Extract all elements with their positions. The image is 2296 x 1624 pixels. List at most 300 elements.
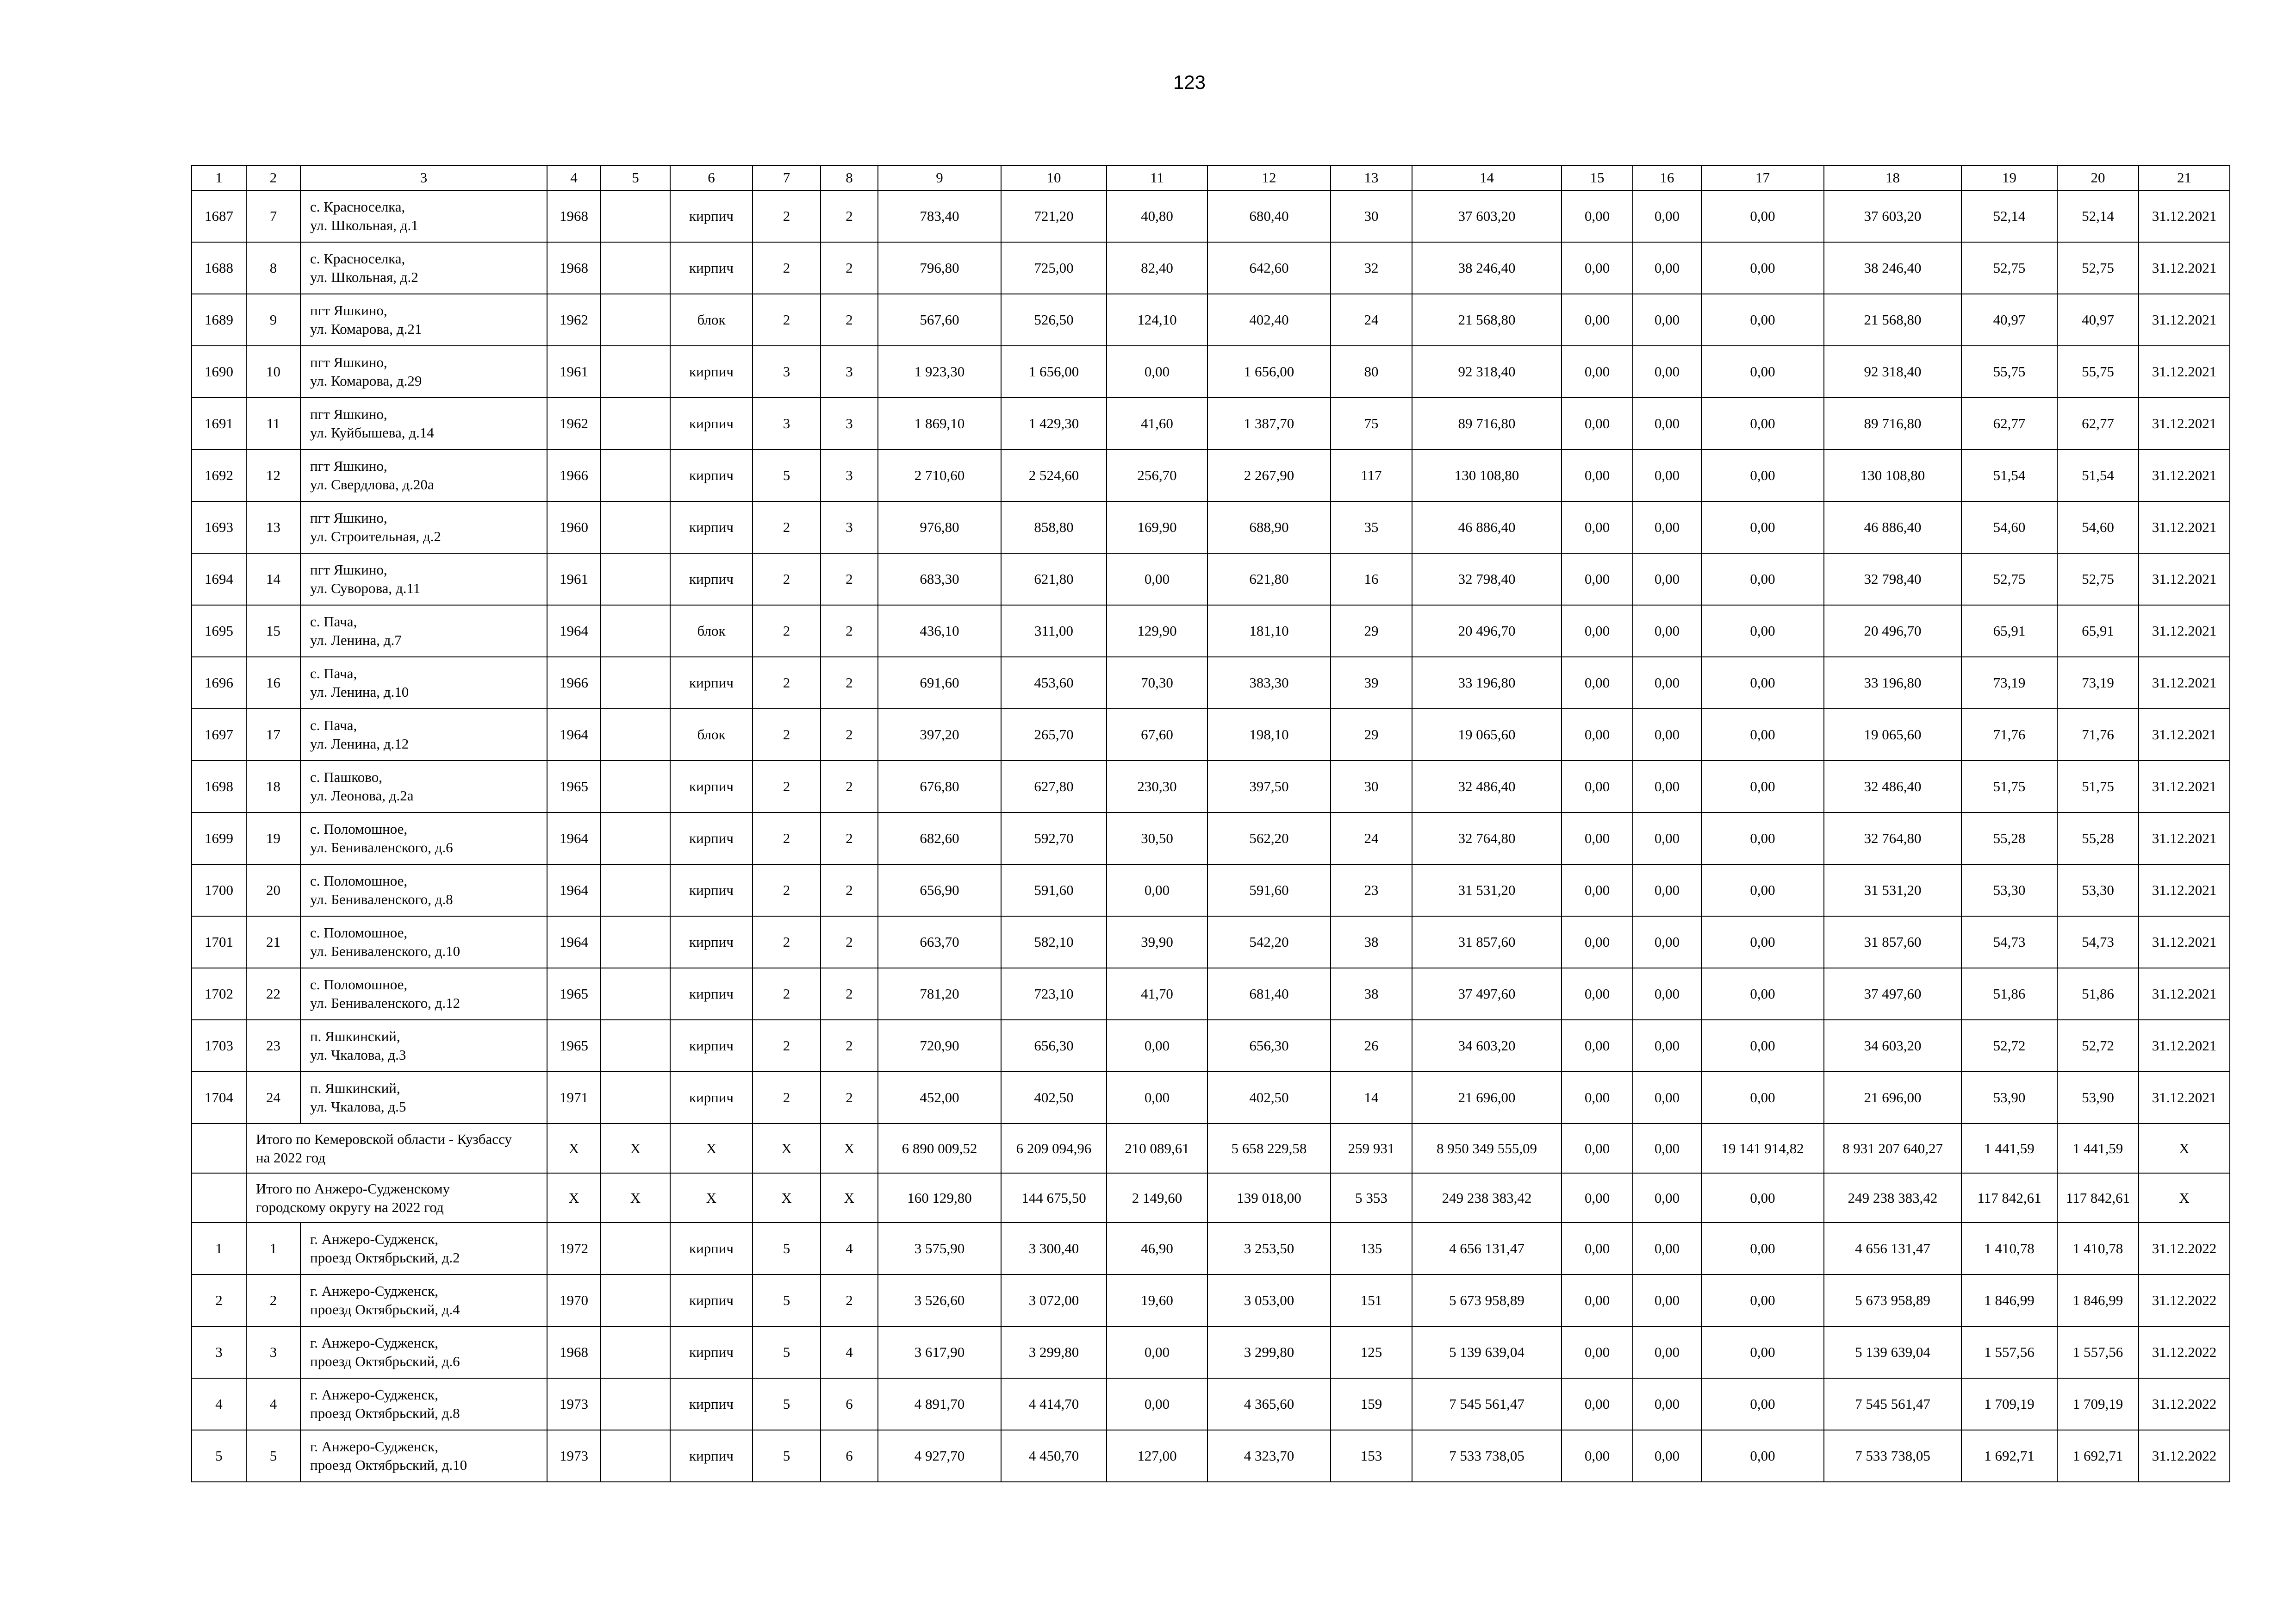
table-cell: 1 410,78 (2057, 1223, 2139, 1274)
table-row (192, 294, 2230, 346)
table-cell: 976,80 (878, 501, 1001, 553)
address-cell (300, 761, 547, 812)
address-line: с. Пашково, (310, 769, 382, 785)
table-cell: 0,00 (1107, 553, 1207, 605)
total-value-cell: X (821, 1124, 878, 1173)
table-cell: кирпич (670, 1072, 753, 1124)
table-cell: 1 846,99 (2057, 1274, 2139, 1326)
table-cell: 1699 (192, 812, 246, 864)
total-value-cell: X (547, 1173, 601, 1223)
table-cell: 30 (1331, 761, 1412, 812)
table-cell: 5 (192, 1430, 246, 1482)
table-cell: кирпич (670, 1020, 753, 1072)
address-line: проезд Октябрьский, д.6 (310, 1353, 460, 1369)
table-cell: 3 (821, 501, 878, 553)
column-number-cell: 21 (2139, 165, 2230, 190)
table-cell: 54,73 (2057, 916, 2139, 968)
table-cell: 5 (753, 450, 821, 501)
address-cell (300, 1020, 547, 1072)
table-cell: 2 (192, 1274, 246, 1326)
table-cell: 682,60 (878, 812, 1001, 864)
table-row (192, 1326, 2230, 1378)
table-cell: 1971 (547, 1072, 601, 1124)
table-cell: 621,80 (1001, 553, 1107, 605)
address-line: с. Пача, (310, 717, 357, 733)
address-cell (300, 812, 547, 864)
total-label-line: на 2022 год (256, 1149, 326, 1166)
table-cell: 397,20 (878, 709, 1001, 761)
table-cell: 0,00 (1562, 346, 1633, 398)
table-cell: 51,75 (1961, 761, 2057, 812)
total-value-cell: 0,00 (1633, 1173, 1701, 1223)
table-cell: 65,91 (2057, 605, 2139, 657)
table-cell: 4 656 131,47 (1824, 1223, 1961, 1274)
table-cell: 7 545 561,47 (1824, 1378, 1961, 1430)
table-cell (601, 1274, 670, 1326)
column-number-cell: 4 (547, 165, 601, 190)
table-cell: 3 072,00 (1001, 1274, 1107, 1326)
table-cell: 19,60 (1107, 1274, 1207, 1326)
table-cell: 1696 (192, 657, 246, 709)
address-line: ул. Строительная, д.2 (310, 528, 441, 544)
table-cell: 3 (753, 346, 821, 398)
table-cell: 0,00 (1562, 709, 1633, 761)
table-cell: 1704 (192, 1072, 246, 1124)
address-line: с. Красноселка, (310, 250, 405, 267)
table-cell: 52,75 (1961, 242, 2057, 294)
address-cell (300, 916, 547, 968)
table-cell: 135 (1331, 1223, 1412, 1274)
table-cell: 0,00 (1701, 450, 1824, 501)
table-cell: 1695 (192, 605, 246, 657)
table-cell: 65,91 (1961, 605, 2057, 657)
table-cell: 70,30 (1107, 657, 1207, 709)
table-cell: 19 (246, 812, 300, 864)
table-cell: 82,40 (1107, 242, 1207, 294)
table-cell: 2 (753, 1072, 821, 1124)
table-cell: кирпич (670, 450, 753, 501)
table-cell: 0,00 (1562, 968, 1633, 1020)
table-cell: 1 709,19 (2057, 1378, 2139, 1430)
total-value-cell: X (2139, 1173, 2230, 1223)
table-cell: 0,00 (1633, 242, 1701, 294)
table-cell: 0,00 (1633, 1430, 1701, 1482)
table-cell: 567,60 (878, 294, 1001, 346)
table-cell: 0,00 (1562, 501, 1633, 553)
table-cell: 723,10 (1001, 968, 1107, 1020)
table-cell: 32 486,40 (1412, 761, 1562, 812)
table-cell: 24 (1331, 294, 1412, 346)
table-cell: 0,00 (1701, 346, 1824, 398)
column-number-cell: 18 (1824, 165, 1961, 190)
table-cell: 3 (821, 346, 878, 398)
table-cell: 2 (753, 605, 821, 657)
table-cell: 4 450,70 (1001, 1430, 1107, 1482)
table-cell: 5 (753, 1274, 821, 1326)
total-row (192, 1124, 2230, 1173)
table-cell: 2 (821, 605, 878, 657)
table-cell: 1 923,30 (878, 346, 1001, 398)
column-number-cell: 5 (601, 165, 670, 190)
address-line: с. Поломошное, (310, 976, 408, 993)
address-line: ул. Комарова, д.29 (310, 373, 422, 389)
table-cell: 31.12.2022 (2139, 1274, 2230, 1326)
table-cell: 32 486,40 (1824, 761, 1961, 812)
table-cell: кирпич (670, 1430, 753, 1482)
column-number-cell: 12 (1207, 165, 1331, 190)
table-cell: 562,20 (1207, 812, 1331, 864)
total-value-cell: X (601, 1124, 670, 1173)
address-line: ул. Суворова, д.11 (310, 580, 421, 596)
address-cell (300, 294, 547, 346)
table-cell: 55,75 (1961, 346, 2057, 398)
total-value-cell: 1 441,59 (1961, 1124, 2057, 1173)
table-cell: 1 (246, 1223, 300, 1274)
table-cell: 0,00 (1633, 657, 1701, 709)
table-cell: 38 (1331, 916, 1412, 968)
table-cell (601, 1072, 670, 1124)
table-cell: 3 053,00 (1207, 1274, 1331, 1326)
table-cell: 1703 (192, 1020, 246, 1072)
table-cell: 0,00 (1701, 968, 1824, 1020)
table-cell: 1691 (192, 398, 246, 450)
table-cell: 31 531,20 (1412, 864, 1562, 916)
table-cell: 1965 (547, 761, 601, 812)
table-cell: 2 (753, 553, 821, 605)
total-value-cell: 2 149,60 (1107, 1173, 1207, 1223)
table-cell: 5 139 639,04 (1412, 1326, 1562, 1378)
table-cell: 0,00 (1701, 916, 1824, 968)
table-cell: 31.12.2022 (2139, 1430, 2230, 1482)
table-cell: 1962 (547, 398, 601, 450)
table-cell: 30,50 (1107, 812, 1207, 864)
table-cell: 0,00 (1562, 1223, 1633, 1274)
table-cell: 230,30 (1107, 761, 1207, 812)
table-cell (601, 916, 670, 968)
table-cell: 2 (753, 761, 821, 812)
address-line: с. Пача, (310, 613, 357, 630)
column-number-cell: 2 (246, 165, 300, 190)
table-cell: 29 (1331, 709, 1412, 761)
table-cell: 54,60 (2057, 501, 2139, 553)
table-cell: 2 (753, 709, 821, 761)
address-cell (300, 346, 547, 398)
table-cell: 75 (1331, 398, 1412, 450)
table-cell: кирпич (670, 190, 753, 242)
table-cell: 32 764,80 (1824, 812, 1961, 864)
total-value-cell: X (2139, 1124, 2230, 1173)
total-value-cell: 210 089,61 (1107, 1124, 1207, 1173)
table-cell: кирпич (670, 1223, 753, 1274)
table-cell: 1968 (547, 1326, 601, 1378)
table-cell: 0,00 (1633, 1223, 1701, 1274)
table-cell (601, 864, 670, 916)
table-cell: 40,97 (1961, 294, 2057, 346)
table-cell: 4 927,70 (878, 1430, 1001, 1482)
table-cell: 783,40 (878, 190, 1001, 242)
table-cell: 52,72 (1961, 1020, 2057, 1072)
table-cell: 1 429,30 (1001, 398, 1107, 450)
table-cell: 642,60 (1207, 242, 1331, 294)
table-cell: 40,80 (1107, 190, 1207, 242)
total-value-cell: 139 018,00 (1207, 1173, 1331, 1223)
address-cell (300, 657, 547, 709)
table-cell: 0,00 (1701, 294, 1824, 346)
table-cell: 0,00 (1562, 605, 1633, 657)
table-cell: 2 (753, 242, 821, 294)
table-cell: 691,60 (878, 657, 1001, 709)
table-cell: 62,77 (2057, 398, 2139, 450)
table-cell (601, 657, 670, 709)
table-cell: 0,00 (1562, 657, 1633, 709)
address-cell (300, 864, 547, 916)
table-cell: 0,00 (1701, 1378, 1824, 1430)
table-cell: 592,70 (1001, 812, 1107, 864)
address-line: ул. Бениваленского, д.10 (310, 943, 460, 959)
table-cell (601, 553, 670, 605)
table-cell: 52,14 (1961, 190, 2057, 242)
table-cell: 153 (1331, 1430, 1412, 1482)
table-cell: 20 496,70 (1412, 605, 1562, 657)
table-cell: 0,00 (1562, 450, 1633, 501)
table-cell: 37 497,60 (1412, 968, 1562, 1020)
table-cell: 17 (246, 709, 300, 761)
total-value-cell: 0,00 (1701, 1173, 1824, 1223)
table-cell: 1697 (192, 709, 246, 761)
table-cell: 51,54 (2057, 450, 2139, 501)
total-value-cell: 117 842,61 (2057, 1173, 2139, 1223)
total-value-cell: X (670, 1173, 753, 1223)
table-cell: 32 (1331, 242, 1412, 294)
table-cell: 169,90 (1107, 501, 1207, 553)
table-cell: 3 299,80 (1207, 1326, 1331, 1378)
table-cell: 31.12.2021 (2139, 864, 2230, 916)
address-line: г. Анжеро-Судженск, (310, 1283, 438, 1299)
table-row (192, 398, 2230, 450)
table-row (192, 190, 2230, 242)
table-cell: 31.12.2021 (2139, 450, 2230, 501)
table-cell: 31.12.2021 (2139, 1072, 2230, 1124)
table-cell: 265,70 (1001, 709, 1107, 761)
table-cell: 89 716,80 (1824, 398, 1961, 450)
column-number-cell: 1 (192, 165, 246, 190)
table-cell: 452,00 (878, 1072, 1001, 1124)
table-cell: 31.12.2022 (2139, 1326, 2230, 1378)
total-value-cell: X (753, 1173, 821, 1223)
table-cell: 0,00 (1633, 1378, 1701, 1430)
table-cell: 3 (192, 1326, 246, 1378)
table-cell: 0,00 (1701, 501, 1824, 553)
table-cell: 41,60 (1107, 398, 1207, 450)
table-cell: 24 (1331, 812, 1412, 864)
table-cell: 7 545 561,47 (1412, 1378, 1562, 1430)
table-cell: 0,00 (1701, 398, 1824, 450)
table-body (192, 165, 2230, 1482)
table-cell: 0,00 (1701, 190, 1824, 242)
table-cell: 51,86 (1961, 968, 2057, 1020)
total-label-line: городскому округу на 2022 год (256, 1199, 444, 1215)
address-cell (300, 605, 547, 657)
table-cell: 54,73 (1961, 916, 2057, 968)
table-cell: 1964 (547, 916, 601, 968)
table-cell: 2 (753, 190, 821, 242)
address-line: с. Красноселка, (310, 199, 405, 215)
table-cell: 526,50 (1001, 294, 1107, 346)
table-cell: 582,10 (1001, 916, 1107, 968)
table-cell: 31 857,60 (1824, 916, 1961, 968)
table-cell: 256,70 (1107, 450, 1207, 501)
table-cell: 5 673 958,89 (1824, 1274, 1961, 1326)
total-blank-cell (192, 1124, 246, 1173)
table-cell: 1970 (547, 1274, 601, 1326)
table-cell: 2 (821, 294, 878, 346)
table-row (192, 1274, 2230, 1326)
table-cell: 23 (1331, 864, 1412, 916)
table-cell: 31.12.2021 (2139, 553, 2230, 605)
table-cell: 1 410,78 (1961, 1223, 2057, 1274)
table-cell: 31.12.2021 (2139, 1020, 2230, 1072)
address-cell (300, 1430, 547, 1482)
table-cell: 397,50 (1207, 761, 1331, 812)
table-cell: 3 (753, 398, 821, 450)
table-cell: 0,00 (1107, 864, 1207, 916)
table-cell: 0,00 (1562, 553, 1633, 605)
table-cell: 1 869,10 (878, 398, 1001, 450)
table-cell: 4 (821, 1223, 878, 1274)
total-value-cell: 0,00 (1562, 1173, 1633, 1223)
address-line: пгт Яшкино, (310, 510, 387, 526)
table-cell: 383,30 (1207, 657, 1331, 709)
table-cell: 127,00 (1107, 1430, 1207, 1482)
table-cell (601, 1378, 670, 1430)
table-cell: 0,00 (1562, 1430, 1633, 1482)
address-line: г. Анжеро-Судженск, (310, 1231, 438, 1247)
column-number-cell: 14 (1412, 165, 1562, 190)
table-cell: 627,80 (1001, 761, 1107, 812)
address-line: ул. Школьная, д.2 (310, 269, 418, 285)
table-cell: 5 139 639,04 (1824, 1326, 1961, 1378)
table-cell: кирпич (670, 1326, 753, 1378)
table-cell: 181,10 (1207, 605, 1331, 657)
table-cell: 0,00 (1701, 1072, 1824, 1124)
table-cell: 33 196,80 (1824, 657, 1961, 709)
table-cell: 0,00 (1107, 1378, 1207, 1430)
table-cell: 0,00 (1701, 553, 1824, 605)
table-cell: 0,00 (1633, 761, 1701, 812)
table-cell: 46 886,40 (1412, 501, 1562, 553)
total-row (192, 1173, 2230, 1223)
table-cell: 1968 (547, 190, 601, 242)
table-row (192, 1020, 2230, 1072)
table-cell: 0,00 (1701, 1274, 1824, 1326)
table-cell: 1702 (192, 968, 246, 1020)
table-row (192, 605, 2230, 657)
table-cell: 0,00 (1633, 1274, 1701, 1326)
table-cell: 52,14 (2057, 190, 2139, 242)
table-cell (601, 968, 670, 1020)
table-cell: 2 524,60 (1001, 450, 1107, 501)
address-cell (300, 1274, 547, 1326)
table-cell: 0,00 (1562, 1326, 1633, 1378)
total-value-cell: 117 842,61 (1961, 1173, 2057, 1223)
table-cell: 31.12.2021 (2139, 968, 2230, 1020)
table-cell: 2 (821, 761, 878, 812)
total-value-cell: 5 353 (1331, 1173, 1412, 1223)
table-cell: кирпич (670, 968, 753, 1020)
table-cell: 1964 (547, 812, 601, 864)
table-cell: 117 (1331, 450, 1412, 501)
table-cell: 1701 (192, 916, 246, 968)
address-line: ул. Комарова, д.21 (310, 321, 422, 337)
address-line: ул. Ленина, д.10 (310, 684, 409, 700)
table-row (192, 864, 2230, 916)
table-cell: 0,00 (1562, 761, 1633, 812)
address-line: пгт Яшкино, (310, 354, 387, 370)
table-cell: 796,80 (878, 242, 1001, 294)
table-row (192, 501, 2230, 553)
table-cell: 29 (1331, 605, 1412, 657)
table-cell: 130 108,80 (1824, 450, 1961, 501)
table-cell (601, 398, 670, 450)
total-value-cell: 0,00 (1633, 1124, 1701, 1173)
table-cell: блок (670, 605, 753, 657)
table-cell: 62,77 (1961, 398, 2057, 450)
table-cell: 2 (753, 812, 821, 864)
table-cell: 621,80 (1207, 553, 1331, 605)
total-value-cell: 259 931 (1331, 1124, 1412, 1173)
table-cell: 676,80 (878, 761, 1001, 812)
table-cell: 46,90 (1107, 1223, 1207, 1274)
table-cell: 14 (1331, 1072, 1412, 1124)
column-number-cell: 19 (1961, 165, 2057, 190)
table-cell: 3 253,50 (1207, 1223, 1331, 1274)
table-cell: 1688 (192, 242, 246, 294)
total-value-cell: 8 931 207 640,27 (1824, 1124, 1961, 1173)
address-line: проезд Октябрьский, д.4 (310, 1301, 460, 1318)
table-cell: 32 798,40 (1412, 553, 1562, 605)
table-cell: 53,90 (1961, 1072, 2057, 1124)
table-cell: 52,75 (2057, 553, 2139, 605)
table-cell: кирпич (670, 398, 753, 450)
table-cell: 73,19 (2057, 657, 2139, 709)
table-row (192, 242, 2230, 294)
table-cell: 159 (1331, 1378, 1412, 1430)
table-cell: 37 497,60 (1824, 968, 1961, 1020)
table-cell: 720,90 (878, 1020, 1001, 1072)
address-line: п. Яшкинский, (310, 1028, 400, 1044)
column-number-cell: 16 (1633, 165, 1701, 190)
table-cell: 26 (1331, 1020, 1412, 1072)
address-line: ул. Бениваленского, д.12 (310, 995, 460, 1011)
table-row (192, 1072, 2230, 1124)
table-cell: 0,00 (1633, 553, 1701, 605)
table-cell: 31.12.2021 (2139, 709, 2230, 761)
total-blank-cell (192, 1173, 246, 1223)
table-cell: 8 (246, 242, 300, 294)
table-cell (601, 761, 670, 812)
table-cell: 0,00 (1633, 1072, 1701, 1124)
page-number: 123 (1173, 71, 1206, 93)
table-cell: 0,00 (1701, 1430, 1824, 1482)
table-cell: 3 (821, 398, 878, 450)
column-number-cell: 20 (2057, 165, 2139, 190)
table-cell: 4 (821, 1326, 878, 1378)
table-cell: 5 (753, 1326, 821, 1378)
table-cell: 2 (753, 916, 821, 968)
table-cell: 0,00 (1633, 916, 1701, 968)
table-cell: 73,19 (1961, 657, 2057, 709)
total-value-cell: X (753, 1124, 821, 1173)
